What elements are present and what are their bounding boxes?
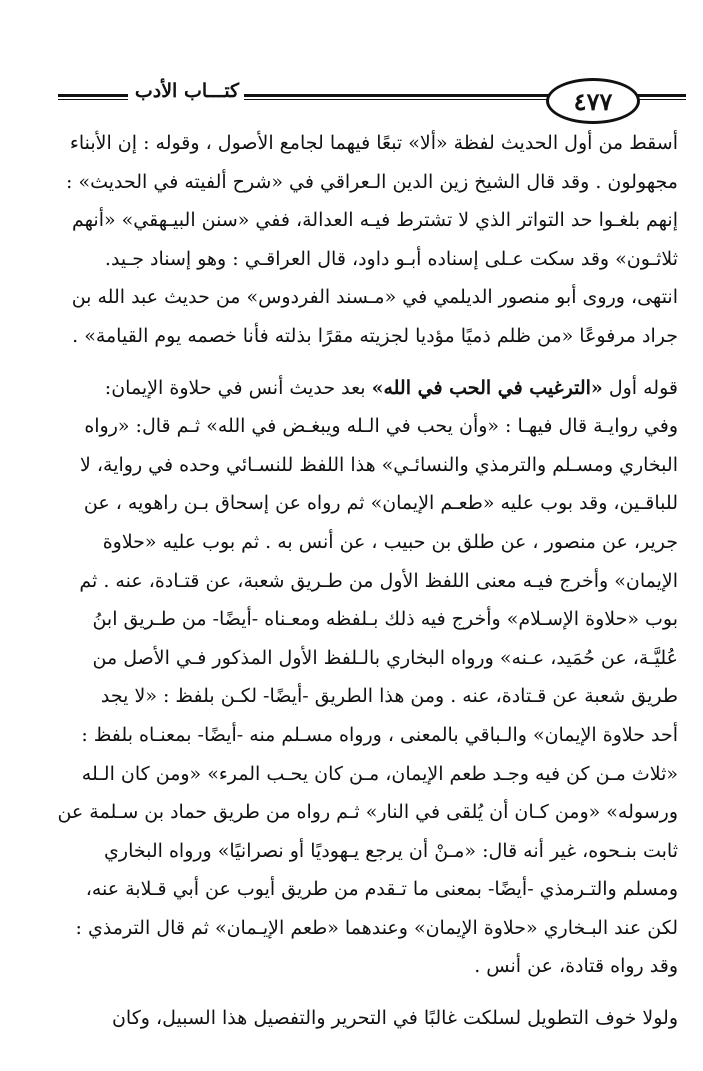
line-prefix: قوله أول: [602, 376, 678, 399]
page-number: ٤٧٧: [546, 78, 640, 124]
text-line: للباقـين، وقد بوب عليه «طعـم الإيمان» ثم رواه عن إسحاق بـن راهويه ، عن: [83, 492, 678, 515]
text-line: إنهم بلغـوا حد التواتر الذي لا تشترط فيـه العدالة، ففي «سنن البيـهقي» «أنهم: [72, 209, 678, 232]
text-line: ثلاثـون» وقد سكت عـلى إسناده أبـو داود، قال العراقـي : وهو إسناد جـيد.: [104, 247, 678, 270]
paragraph-2: [38, 369, 678, 987]
paragraph-1: [38, 124, 678, 356]
header-rule-left: [58, 94, 128, 100]
text-line: الإيمان» وأخرج فيـه معنى اللفظ الأول من طـريق شعبة، عن قتـادة، عنه . ثم: [79, 569, 678, 592]
text-line: أسقط من أول الحديث لفظة «ألا» تبعًا فيهما لجامع الأصول ، وقوله : إن الأبناء: [69, 132, 678, 154]
line-suffix: بعد حديث أنس في حلاوة الإيمان:: [104, 376, 372, 399]
page-header: [58, 72, 686, 128]
text-line: عُليَّـة، عن حُمَيد، عـنه» ورواه البخاري بالـلفظ الأول المذكور فـي الأصل من: [92, 646, 678, 669]
text-line: ومسلم والتـرمذي -أيضًا- بمعنى ما تـقدم من طريق أيوب عن أبي قـلابة عنه،: [85, 878, 678, 901]
text-line: وفي روايـة قال فيهـا : «وأن يحب في الـله ويبغـض في الله» ثـم قال: «رواه: [84, 415, 678, 438]
text-line: «ثلاث مـن كن فيه وجـد طعم الإيمان، مـن كان يحـب المرء» «ومن كان الـله: [81, 762, 678, 785]
text-line: لكن عند البـخاري «حلاوة الإيمان» وعندهما «طعم الإيـمان» ثم قال الترمذي :: [75, 916, 678, 939]
paragraph-spacer: [38, 986, 678, 999]
paragraph-3: [38, 999, 678, 1038]
text-line: بوب «حلاوة الإسـلام» وأخرج فيه ذلك بـلفظه ومعـناه -أيضًا- من طـريق ابنُ: [92, 608, 678, 631]
text-line: [38, 369, 678, 408]
chapter-title: كتـــاب الأدب: [134, 80, 240, 102]
text-line: أحد حلاوة الإيمان» والـباقي بالمعنى ، ورواه مسـلم منه -أيضًا- بمعنـاه بلفظ :: [81, 723, 678, 746]
text-line: وقد رواه قتادة، عن أنس .: [474, 955, 678, 978]
text-line: انتهى، وروى أبو منصور الديلمي في «مـسند الفردوس» من حديث عبد الله بن: [71, 286, 678, 309]
header-rule-middle: [244, 94, 564, 100]
text-line: مجهولون . وقد قال الشيخ زين الدين الـعراقي في «شرح ألفيته في الحديث» :: [66, 170, 678, 193]
text-line: ثابت بنـحوه، غير أنه قال: «مـنْ أن يرجع يـهوديًا أو نصرانيًا» ورواه البخاري: [104, 839, 678, 862]
text-line: جراد مرفوعًا «من ظلم ذميًا مؤديا لجزيته مقرًا بذلته فأنا خصمه يوم القيامة» .: [72, 324, 678, 347]
text-line: جرير، عن منصور ، عن طلق بن حبيب ، عن أنس به . ثم بوب عليه «حلاوة: [102, 530, 678, 553]
paragraph-spacer: [38, 356, 678, 369]
text-line: طريق شعبة عن قـتادة، عنه . ومن هذا الطريق -أيضًا- لكـن بلفظ : «لا يجد: [100, 685, 678, 708]
section-title-quote: «الترغيب في الحب في الله»: [371, 376, 603, 399]
text-line: ولولا خوف التطويل لسلكت غالبًا في التحرير والتفصيل هذا السبيل، وكان: [111, 1007, 678, 1030]
body-text: [38, 124, 678, 1038]
text-line: ورسوله» «ومن كـان أن يُلقى في النار» ثـم رواه من طريق حماد بن سـلمة عن: [57, 801, 678, 824]
text-line: البخاري ومسـلم والترمذي والنسائـي» هذا اللفظ للنسـائي وحده في رواية، لا: [80, 453, 678, 476]
